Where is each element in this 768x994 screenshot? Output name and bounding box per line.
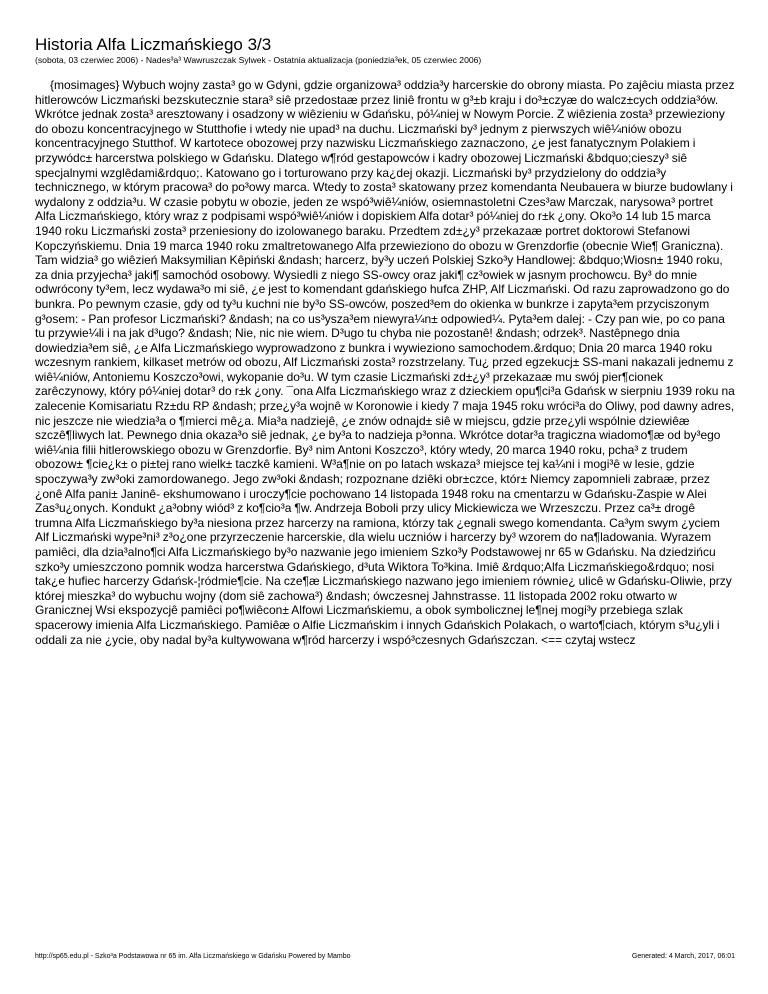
article-meta: (sobota, 03 czerwiec 2006) - Nades³a³ Wawruszczak Sylwek - Ostatnia aktualizacja (poniedzia³ek, 05 czerwiec 2006) xyxy=(35,55,482,65)
footer-generated-date: Generated: 4 March, 2017, 06:01 xyxy=(631,953,735,960)
article-body-text: {mosimages} Wybuch wojny zasta³ go w Gdyni, gdzie organizowa³ oddzia³y harcerskie do obrony miasta. Po zajêciu miasta przez hitlerowców Liczmański bezskutecznie stara³ siê przedostaæ przez liniê frontu w g³±b kraju i do³±czyæ do walcz±cych oddzia³ów. Wkrótce jednak zosta³ aresztowany i osadzony w wiêzieniu w Gdańsku, pó¼niej w Nowym Porcie. Z wiêzienia zosta³ przewieziony do obozu koncentracyjnego w Stutthofie i wtedy nie upad³ na duchu. Liczmański by³ jednym z pierwszych wiê¼niów obozu koncentracyjnego Stutthof. W kartotece obozowej przy nazwisku Liczmańskiego zaznaczono, ¿e jest fanatycznym Polakiem i przywódc± harcerstwa polskiego w Gdańsku. Dlatego w¶ród gestapowców i kadry obozowej Liczmański &bdquo;cieszy³ siê specjalnymi wzglêdami&rdquo;. Katowano go i torturowano przy ka¿dej okazji. Liczmański by³ przydzielony do oddzia³y technicznego, w którym pracowa³ do po³owy marca. Wtedy to zosta³ skatowany przez komendanta Neubauera w biurze budowlany i wydalony z oddzia³u. W czasie pobytu w obozie, jeden ze wspó³wiê¼niów, osiemnastoletni Czes³aw Marczak, narysowa³ portret Alfa Liczmańskiego, który wraz z podpisami wspó³wiê¼niów i dopiskiem Alfa dotar³ pó¼niej do r±k ¿ony. Oko³o 14 lub 15 marca 1940 roku Liczmański zosta³ przeniesiony do izolowanego baraku. Przedtem zd±¿y³ przekazaæ portret doktorowi Stefanowi Kopczyńskiemu. Dnia 19 marca 1940 roku zmaltretowanego Alfa przewieziono do obozu w Grenzdorfie (obecnie Wie¶ Graniczna). Tam widzia³ go wiêzień Maksymilian Kêpiński &ndash; harcerz, by³y uczeń Polskiej Szko³y Handlowej: &bdquo;Wiosn± 1940 roku, za dnia przyjecha³ jaki¶ samochód osobowy. Wysiedli z niego SS-owcy oraz jaki¶ cz³owiek w jasnym prochowcu. By³ do mnie odwrócony ty³em, lecz wydawa³o mi siê, ¿e jest to komendant gdańskiego hufca ZHP, Alf Liczmański. Od razu zaprowadzono go do bunkra. Po pewnym czasie, gdy od ty³u kuchni nie by³o SS-owców, poszed³em do okienka w bunkrze i zapyta³em przyciszonym g³osem: - Pan profesor Liczmański? &ndash; na co us³ysza³em niewyra¼n± odpowied¼. Pyta³em dalej: - Czy pan wie, po co pana tu przywie¼li i na jak d³ugo? &ndash; Nie, nic nie wiem. D³ugo tu chyba nie pozostanê! &ndash; odrzek³. Nastêpnego dnia dowiedzia³em siê, ¿e Alfa Liczmańskiego wyprowadzono z bunkra i wywieziono samochodem.&rdquo; Dnia 20 marca 1940 roku wczesnym rankiem, kilkaset metrów od obozu, Alf Liczmański zosta³ rozstrzelany. Tu¿ przed egzekucj± SS-mani nakazali jednemu z wiê¼niów, Antoniemu Koszczo³owi, wykopanie do³u. W tym czasie Liczmański zd±¿y³ przekazaæ mu swój pier¶cionek zarêczynowy, który pó¼niej dotar³ do r±k ¿ony. ¯ona Alfa Liczmańskiego wraz z dzieckiem opu¶ci³a Gdańsk w sierpniu 1939 roku na zalecenie Komisariatu Rz±du RP &ndash; prze¿y³a wojnê w Koronowie i kiedy 7 maja 1945 roku wróci³a do Oliwy, pod dawny adres, nic jeszcze nie wiedzia³a o ¶mierci mê¿a. Mia³a nadziejê, ¿e znów odnajd± siê w miejscu, gdzie prze¿yli wspólnie dziewiêæ szczê¶liwych lat. Pewnego dnia okaza³o siê jednak, ¿e by³a to nadzieja p³onna. Wkrótce dotar³a tragiczna wiadomo¶æ od by³ego wiê¼nia filii hitlerowskiego obozu w Grenzdorfie. By³ nim Antoni Koszczo³, który wtedy, 20 marca 1940 roku, pcha³ z trudem obozow± ¶cie¿k± o pi±tej rano wielk± taczkê kamieni. W³a¶nie on po latach wskaza³ miejsce tej ka¼ni i mogi³ê w lesie, gdzie spoczywa³y zw³oki zamordowanego. Jego zw³oki &ndash; rozpoznane dziêki obr±czce, któr± Niemcy zapomnieli zabraæ, przez ¿onê Alfa pani± Janinê- ekshumowano i uroczy¶cie pochowano 14 listopada 1948 roku na cmentarzu w Gdańsku-Zaspie w Alei Zas³u¿onych. Kondukt ¿a³obny wiód³ z ko¶cio³a ¶w. Andrzeja Boboli przy ulicy Mickiewicza we Wrzeszczu. Przez ca³± drogê trumna Alfa Liczmańskiego by³a niesiona przez harcerzy na ramiona, którzy tak ¿egnali swego komendanta. Ca³ym swym ¿yciem Alf Liczmański wype³ni³ z³o¿one przyrzeczenie harcerskie, dla wielu uczniów i harcerzy by³ wzorem do na¶ladowania. Wyrazem pamiêci, dla dzia³alno¶ci Alfa Liczmańskiego by³o nazwanie jego imieniem Szko³y Podstawowej nr 65 w Gdańsku. Na dziedzińcu szko³y umieszczono pomnik wodza harcerstwa Gdańskiego, d³uta Wiktora To³kina. Imiê &rdquo;Alfa Liczmańskiego&rdquo; nosi tak¿e hufiec harcerzy Gdańsk-¦ródmie¶cie. Na cze¶æ Liczmańskiego nazwano jego imieniem równie¿ ulicê w Gdańsku-Oliwie, przy której mieszka³ do wybuchu wojny (dom siê zachowa³) &ndash; ówczesnej Jahnstrasse. 11 listopada 2002 roku otwarto w Granicznej Wsi ekspozycjê pamiêci po¶wiêcon± Alfowi Liczmańskiemu, a obok symbolicznej le¶nej mogi³y przebiega szlak spacerowy imienia Alfa Liczmańskiego. Pamiêæ o Alfie Liczmańskim i innych Gdańskich Polakach, o warto¶ciach, którym s³u¿yli i oddali za nie ¿ycie, oby nadal by³a kultywowana w¶ród harcerzy i wspó³czesnych Gdańszczan. <== czytaj wstecz xyxy=(35,78,735,647)
footer-site-info: http://sp65.edu.pl - Szko³a Podstawowa nr 65 im. Alfa Liczmańskiego w Gdańsku Powered by Mambo xyxy=(35,953,351,960)
page-title: Historia Alfa Liczmańskiego 3/3 xyxy=(35,35,272,54)
article xyxy=(35,35,735,647)
article-body xyxy=(35,78,735,647)
